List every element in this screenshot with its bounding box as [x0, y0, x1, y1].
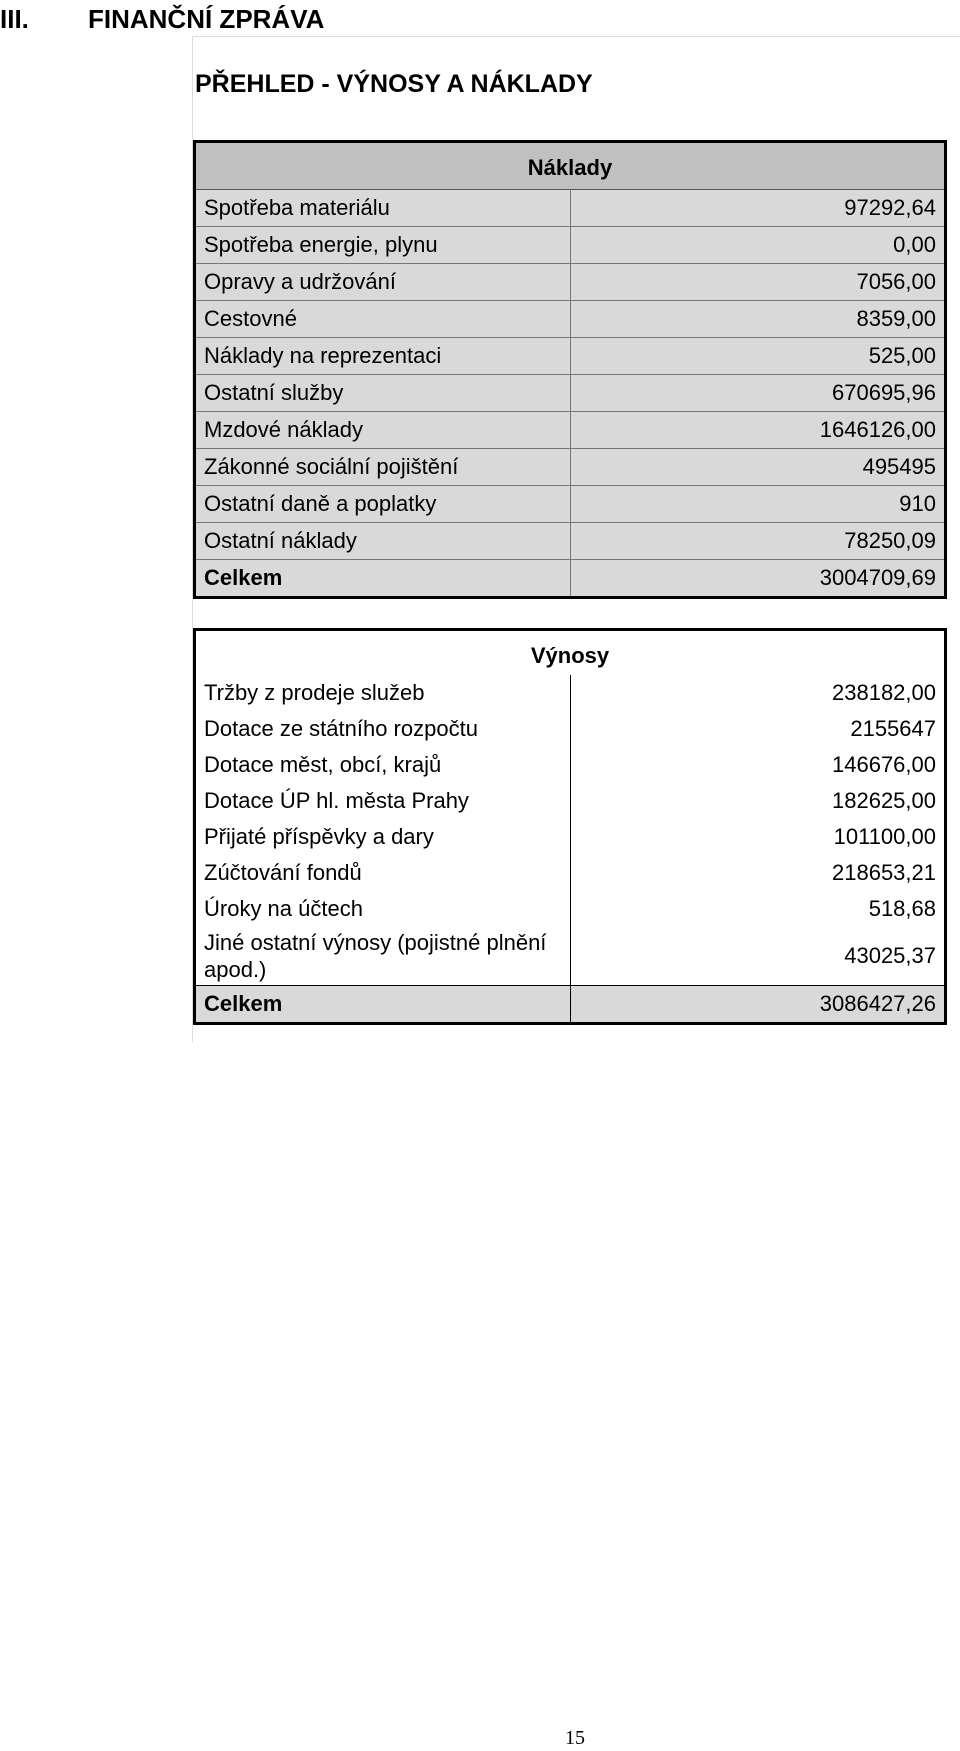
table-row — [195, 819, 946, 855]
table-row — [195, 375, 946, 412]
row-label: Ostatní služby — [195, 375, 571, 412]
row-label: Ostatní náklady — [195, 523, 571, 560]
total-label: Celkem — [195, 986, 571, 1024]
row-label: Cestovné — [195, 301, 571, 338]
table-row — [195, 927, 946, 986]
table-row — [195, 891, 946, 927]
table-row — [195, 264, 946, 301]
row-value: 525,00 — [570, 338, 946, 375]
row-value: 8359,00 — [570, 301, 946, 338]
total-label: Celkem — [195, 560, 571, 598]
row-value: 0,00 — [570, 227, 946, 264]
row-value: 238182,00 — [570, 675, 946, 711]
row-label: Tržby z prodeje služeb — [195, 675, 571, 711]
table-row — [195, 412, 946, 449]
row-label: Náklady na reprezentaci — [195, 338, 571, 375]
section-title: FINANČNÍ ZPRÁVA — [88, 4, 325, 34]
costs-header: Náklady — [195, 142, 946, 190]
row-value: 518,68 — [570, 891, 946, 927]
row-value: 218653,21 — [570, 855, 946, 891]
row-label: Dotace ze státního rozpočtu — [195, 711, 571, 747]
row-value: 78250,09 — [570, 523, 946, 560]
row-value: 670695,96 — [570, 375, 946, 412]
row-label: Opravy a udržování — [195, 264, 571, 301]
total-value: 3004709,69 — [570, 560, 946, 598]
report-subtitle: PŘEHLED - VÝNOSY A NÁKLADY — [195, 70, 593, 98]
page-number: 15 — [565, 1727, 585, 1749]
costs-header-row — [195, 142, 946, 190]
row-label: Jiné ostatní výnosy (pojistné plnění apod.) — [195, 927, 571, 986]
row-label: Přijaté příspěvky a dary — [195, 819, 571, 855]
row-value: 910 — [570, 486, 946, 523]
section-number: III. — [0, 4, 29, 34]
total-value: 3086427,26 — [570, 986, 946, 1024]
row-label: Úroky na účtech — [195, 891, 571, 927]
row-label: Mzdové náklady — [195, 412, 571, 449]
row-value: 146676,00 — [570, 747, 946, 783]
revenues-header-row — [195, 630, 946, 676]
table-row — [195, 855, 946, 891]
table-row — [195, 449, 946, 486]
row-value: 7056,00 — [570, 264, 946, 301]
row-value: 43025,37 — [570, 927, 946, 986]
table-row — [195, 675, 946, 711]
revenues-total-row — [195, 986, 946, 1024]
table-row — [195, 711, 946, 747]
row-value: 97292,64 — [570, 190, 946, 227]
costs-table — [193, 140, 947, 599]
row-label: Dotace ÚP hl. města Prahy — [195, 783, 571, 819]
revenues-header: Výnosy — [195, 630, 946, 676]
table-row — [195, 301, 946, 338]
row-label: Zákonné sociální pojištění — [195, 449, 571, 486]
row-label: Zúčtování fondů — [195, 855, 571, 891]
table-row — [195, 190, 946, 227]
row-label: Spotřeba energie, plynu — [195, 227, 571, 264]
row-value: 1646126,00 — [570, 412, 946, 449]
row-value: 495495 — [570, 449, 946, 486]
row-label: Ostatní daně a poplatky — [195, 486, 571, 523]
row-value: 101100,00 — [570, 819, 946, 855]
table-row — [195, 486, 946, 523]
costs-total-row — [195, 560, 946, 598]
table-row — [195, 523, 946, 560]
table-row — [195, 338, 946, 375]
row-value: 2155647 — [570, 711, 946, 747]
row-label: Spotřeba materiálu — [195, 190, 571, 227]
table-row — [195, 227, 946, 264]
table-row — [195, 747, 946, 783]
row-value: 182625,00 — [570, 783, 946, 819]
revenues-table — [193, 628, 947, 1025]
table-row — [195, 783, 946, 819]
row-label: Dotace měst, obcí, krajů — [195, 747, 571, 783]
